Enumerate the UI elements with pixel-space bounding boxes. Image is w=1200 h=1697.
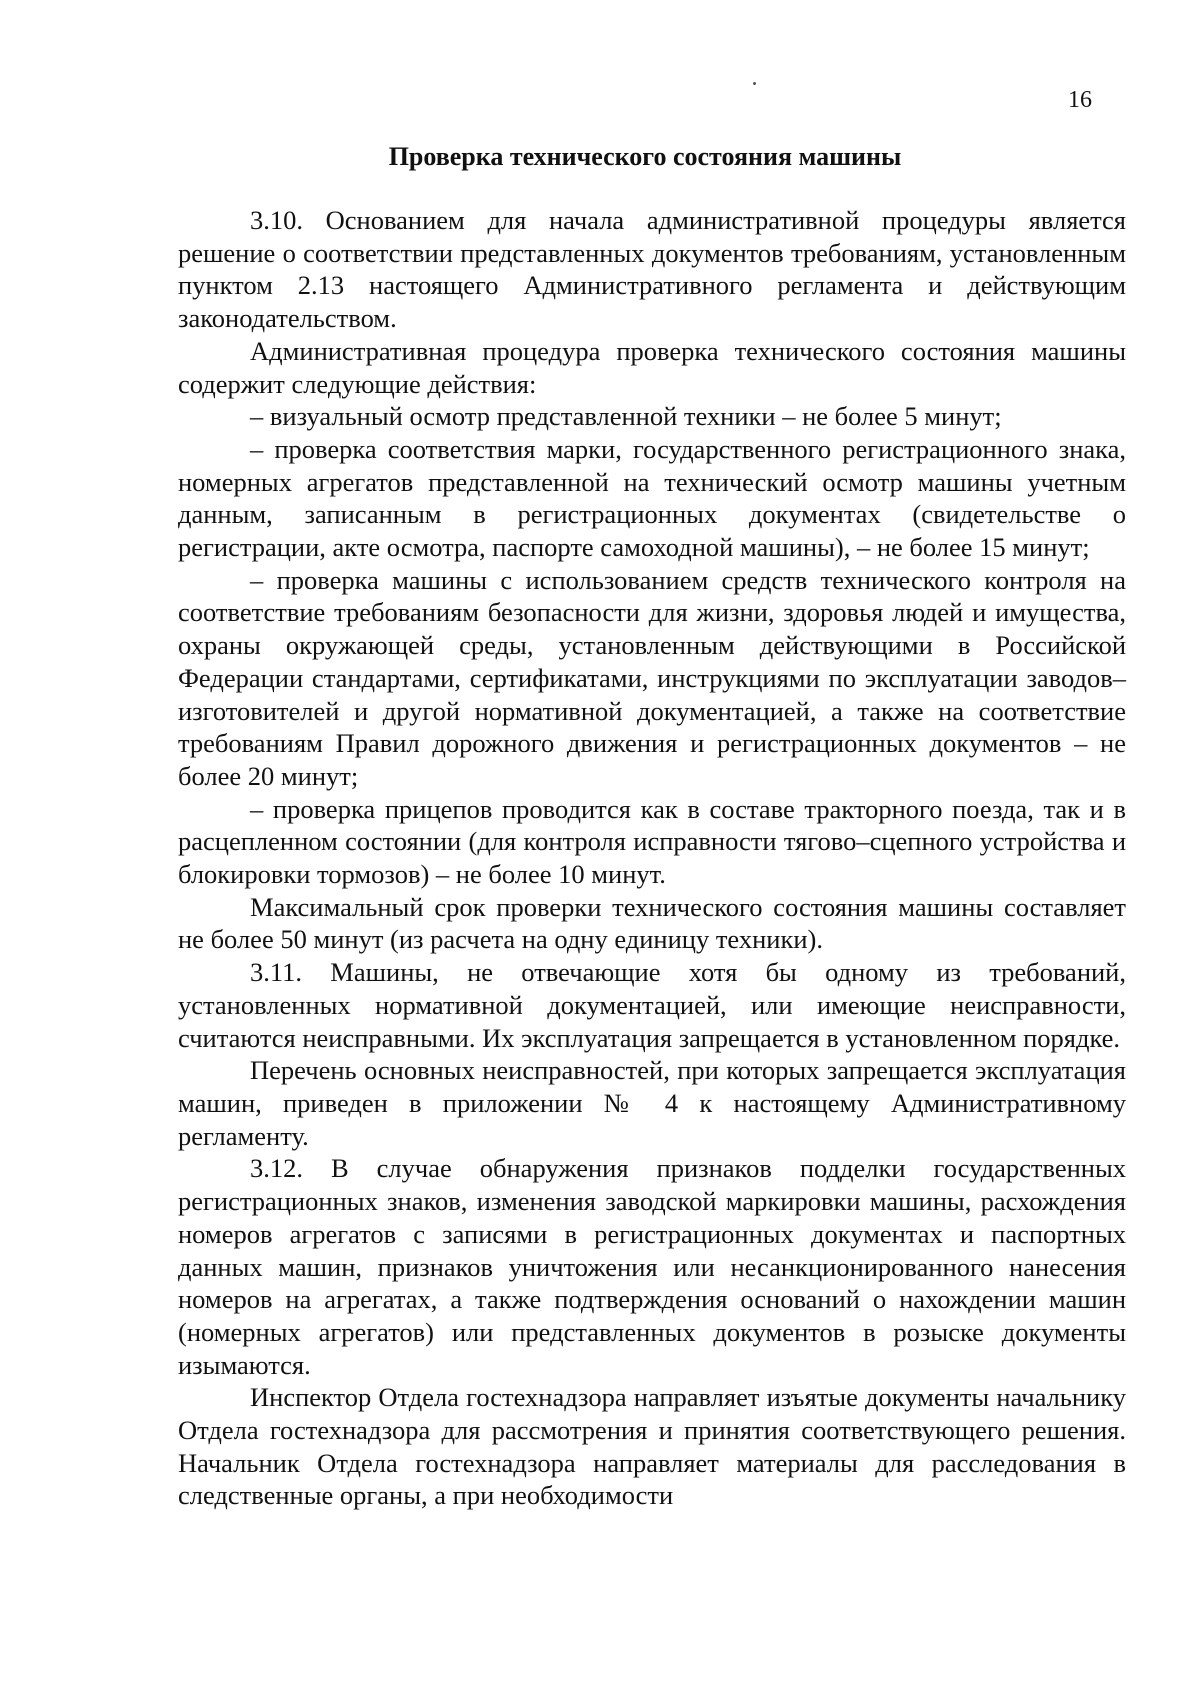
- list-item-trailer-check: – проверка прицепов проводится как в составе тракторного поезда, так и в расцепленном состоянии (для контроля исправности тягово–сцепного устройства и блокировки тормозов) – не более 10 минут.: [178, 793, 1126, 890]
- paragraph-inspector: Инспектор Отдела гостехнадзора направляет изъятые документы начальнику Отдела гостехнадзора для рассмотрения и принятия соответствующего решения. Начальник Отдела гостехнадзора направляет материалы для расследования в следственные органы, а при необходимости: [178, 1382, 1126, 1511]
- list-item-visual-inspection: – визуальный осмотр представленной техники – не более 5 минут;: [250, 401, 1002, 432]
- paragraph-max-duration: Максимальный срок проверки технического состояния машины составляет не более 50 минут (из расчета на одну единицу техники).: [178, 891, 1126, 955]
- paragraph-procedure-actions: Административная процедура проверка технического состояния машины содержит следующие действия:: [178, 335, 1126, 399]
- paragraph-faults-list: Перечень основных неисправностей, при которых запрещается эксплуатация машин, приведен в приложении № 4 к настоящему Административному регламенту.: [178, 1055, 1126, 1151]
- paragraph-3-10: 3.10. Основанием для начала административной процедуры является решение о соответствии представленных документов требованиям, установленным пунктом 2.13 настоящего Административного регламента и действующим законодательством.: [178, 205, 1126, 334]
- list-item-registration-check: – проверка соответствия марки, государственного регистрационного знака, номерных агрегатов представленной на технический осмотр машины учетным данным, записанным в регистрационных документах (свидетельстве о регистрации, акте осмотра, паспорте самоходной машины), – не более 15 минут;: [178, 433, 1126, 563]
- list-item-technical-control: – проверка машины с использованием средств технического контроля на соответствие требованиям безопасности для жизни, здоровья людей и имущества, охраны окружающей среды, установленным действующими в Российской Федерации стандартами, сертификатами, инструкциями по эксплуатации заводов–изготовителей и другой нормативной документацией, а также на соответствие требованиям Правил дорожного движения и регистрационных документов – не более 20 минут;: [178, 564, 1126, 791]
- document-body: [178, 204, 1126, 1512]
- section-title: Проверка технического состояния машины: [388, 142, 902, 171]
- paragraph-3-12: 3.12. В случае обнаружения признаков подделки государственных регистрационных знаков, изменения заводской маркировки машины, расхождения номеров агрегатов с записями в регистрационных документах и паспортных данных машин, признаков уничтожения или несанкционированного нанесения номеров на агрегатах, а также подтверждения оснований о нахождении машин (номерных агрегатов) или представленных документов в розыске документы изымаются.: [178, 1153, 1126, 1380]
- paragraph-3-11: 3.11. Машины, не отвечающие хотя бы одному из требований, установленных нормативной документацией, или имеющие неисправности, считаются неисправными. Их эксплуатация запрещается в установленном порядке.: [178, 957, 1126, 1053]
- page-number: 16: [1068, 87, 1092, 113]
- scan-speck: [753, 82, 756, 85]
